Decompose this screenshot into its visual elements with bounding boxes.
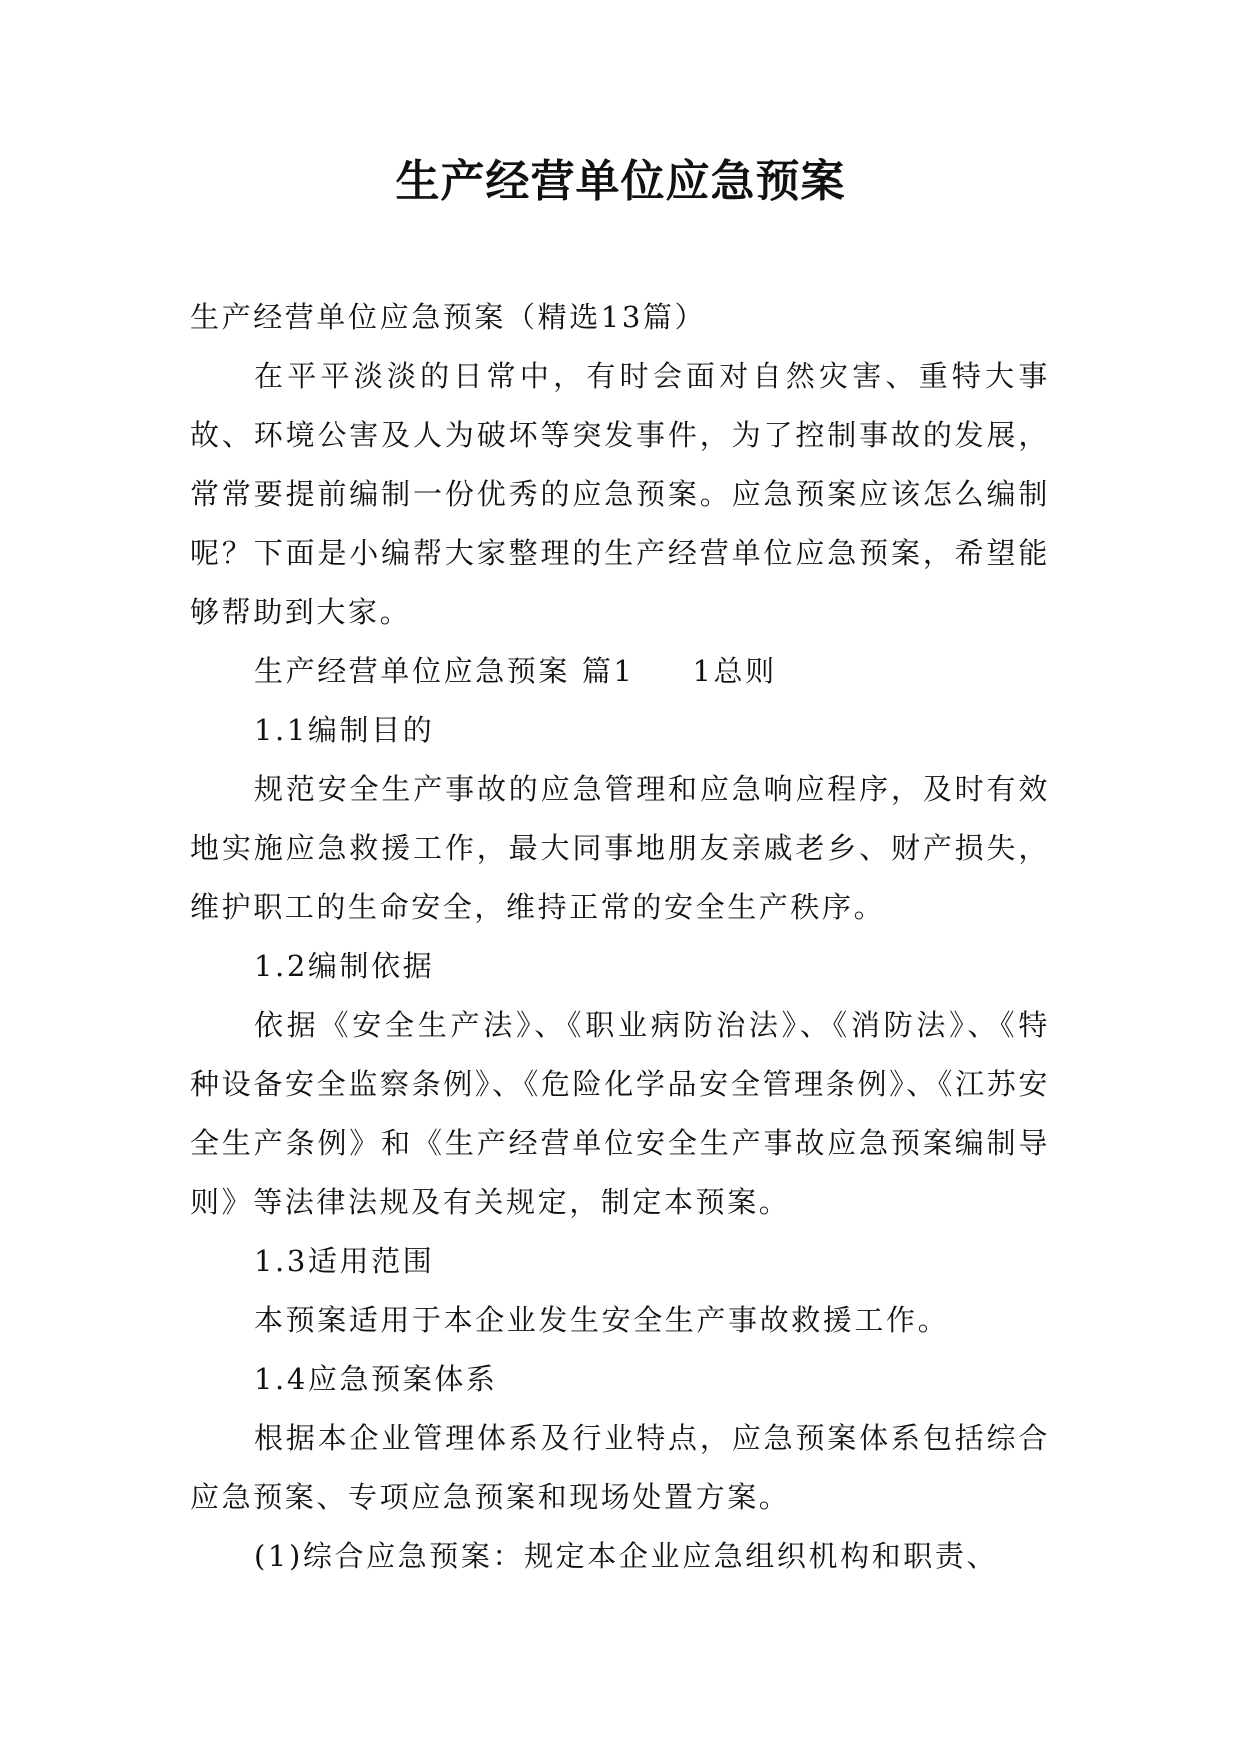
- section-heading-1-1: 1.1编制目的: [254, 713, 435, 747]
- section-heading-1-4: 1.4应急预案体系: [254, 1362, 498, 1396]
- chapter-heading-title: 生产经营单位应急预案 篇1: [254, 654, 635, 688]
- section-text-1-4: 根据本企业管理体系及行业特点，应急预案体系包括综合应急预案、专项应急预案和现场处置方案。: [190, 1421, 1050, 1514]
- document-subtitle: 生产经营单位应急预案（精选13篇）: [190, 300, 707, 334]
- list-item-1: (1)综合应急预案：规定本企业应急组织机构和职责、: [254, 1539, 999, 1573]
- section-text-1-1: 规范安全生产事故的应急管理和应急响应程序，及时有效地实施应急救援工作，最大同事地朋友亲戚老乡、财产损失，维护职工的生命安全，维持正常的安全生产秩序。: [190, 772, 1050, 924]
- document-title: 生产经营单位应急预案: [395, 156, 846, 207]
- chapter-heading: [190, 642, 1050, 701]
- intro-paragraph: 在平平淡淡的日常中，有时会面对自然灾害、重特大事故、环境公害及人为破坏等突发事件，为了控制事故的发展，常常要提前编制一份优秀的应急预案。应急预案应该怎么编制呢？下面是小编帮大家整理的生产经营单位应急预案，希望能够帮助到大家。: [190, 359, 1050, 629]
- section-text-1-2: 依据《安全生产法》、《职业病防治法》、《消防法》、《特种设备安全监察条例》、《危险化学品安全管理条例》、《江苏安全生产条例》和《生产经营单位安全生产事故应急预案编制导则》等法律法规及有关规定，制定本预案。: [190, 1008, 1050, 1219]
- section-heading-1-3: 1.3适用范围: [254, 1244, 435, 1278]
- document-body: [190, 288, 1050, 1586]
- chapter-heading-section: 1总则: [692, 654, 777, 688]
- section-heading-1-2: 1.2编制依据: [254, 949, 435, 983]
- section-text-1-3: 本预案适用于本企业发生安全生产事故救援工作。: [254, 1303, 950, 1337]
